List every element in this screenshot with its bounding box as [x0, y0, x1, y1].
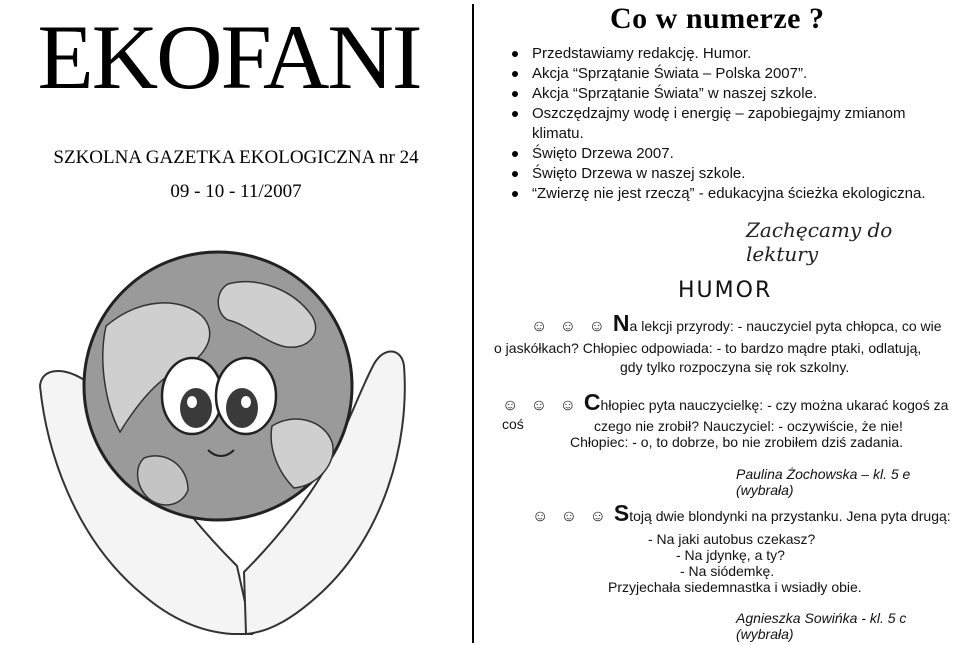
front-page-right-column — [476, 0, 959, 643]
globe-illustration — [32, 236, 412, 640]
toc-item: Oszczędzajmy wodę i energię – zapobiegajmy zmianom klimatu. — [512, 104, 932, 144]
joke-text: - Na jaki autobus czekasz? — [648, 531, 816, 547]
smiley-icon: ☺ ☺ ☺ — [531, 318, 609, 335]
humor-heading: HUMOR — [678, 278, 773, 303]
joke-text: toją dwie blondynki na przystanku. Jena pyta drugą: — [629, 508, 951, 524]
joke-text: hłopiec pyta nauczycielkę: - czy można ukarać kogoś za coś — [502, 397, 949, 432]
toc-item: Święto Drzewa w naszej szkole. — [512, 164, 952, 184]
toc-item: “Zwierzę nie jest rzeczą” - edukacyjna ścieżka ekologiczna. — [512, 184, 952, 204]
joke-text: Przyjechała siedemnastka i wsiadły obie. — [608, 579, 862, 595]
toc-list — [512, 44, 952, 204]
smiley-icon: ☺ ☺ ☺ — [502, 397, 580, 414]
joke-text: a lekcji przyrody: - nauczyciel pyta chłopca, co wie — [629, 318, 942, 334]
toc-item: Przedstawiamy redakcję. Humor. — [512, 44, 952, 64]
masthead-title: EKOFANI — [37, 6, 421, 108]
toc-title: Co w numerze ? — [610, 2, 825, 35]
drop-cap: C — [583, 389, 601, 415]
column-divider — [472, 4, 474, 643]
joke-text: - Na siódemkę. — [680, 563, 775, 579]
joke-text: czego nie zrobił? Nauczyciel: - oczywiście, że nie! — [594, 418, 903, 434]
drop-cap: N — [612, 310, 630, 336]
globe-in-hands-icon — [32, 236, 412, 640]
toc-item: Akcja “Sprzątanie Świata – Polska 2007”. — [512, 64, 952, 84]
smiley-icon: ☺ ☺ ☺ — [532, 508, 610, 525]
issue-date: 09 - 10 - 11/2007 — [170, 181, 302, 202]
gazette-subtitle: SZKOLNA GAZETKA EKOLOGICZNA nr 24 — [53, 147, 419, 168]
joke-text: Chłopiec: - o, to dobrze, bo nie zrobiłem dziś zadania. — [570, 434, 904, 450]
drop-cap: S — [613, 500, 630, 526]
front-page-left-column — [0, 0, 472, 643]
joke-text: gdy tylko rozpoczyna się rok szkolny. — [620, 359, 850, 375]
joke-author: Paulina Żochowska – kl. 5 e (wybrała) — [736, 466, 911, 498]
toc-item: Akcja “Sprzątanie Świata” w naszej szkole. — [512, 84, 952, 104]
reading-invitation: Zachęcamy do lektury — [746, 218, 893, 266]
joke-text: - Na jdynkę, a ty? — [676, 547, 785, 563]
toc-item: Święto Drzewa 2007. — [512, 144, 952, 164]
joke-3-first-line — [532, 500, 951, 526]
joke-1-first-line — [531, 310, 942, 336]
joke-author: Agnieszka Sowińka - kl. 5 c (wybrała) — [736, 610, 907, 642]
joke-text: o jaskółkach? Chłopiec odpowiada: - to bardzo mądre ptaki, odlatują, — [494, 340, 922, 356]
